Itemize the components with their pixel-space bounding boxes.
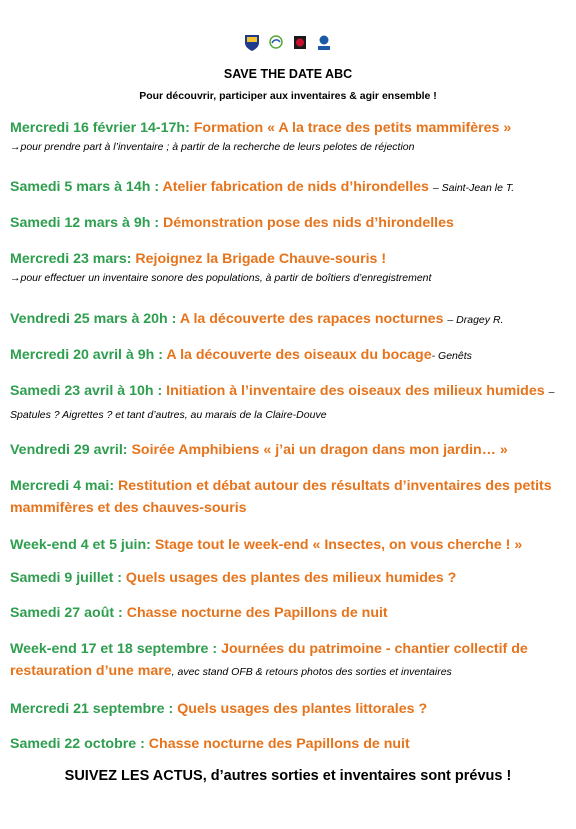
arrow-right-icon: → xyxy=(10,272,21,284)
event-location: , avec stand OFB & retours photos des sorties et inventaires xyxy=(171,666,452,678)
event-activity: Chasse nocturne des Papillons de nuit xyxy=(148,736,410,752)
event-date: Samedi 5 mars à 14h : xyxy=(10,179,160,195)
event-date: Vendredi 29 avril: xyxy=(10,442,128,458)
event-date: Samedi 23 avril à 10h : xyxy=(10,383,163,399)
event-activity: Quels usages des plantes des milieux humides ? xyxy=(125,570,457,586)
event-activity: Stage tout le week-end « Insectes, on vous cherche ! » xyxy=(154,537,523,553)
shield-crest-icon xyxy=(244,34,260,52)
event-item xyxy=(10,212,570,234)
partner-logos xyxy=(0,34,576,52)
green-swirl-icon xyxy=(268,34,284,52)
event-activity: Soirée Amphibiens « j’ai un dragon dans mon jardin… » xyxy=(131,442,508,458)
event-item xyxy=(10,117,570,155)
event-item xyxy=(10,248,570,286)
event-item xyxy=(10,439,570,461)
event-date: Mercredi 16 février 14-17h: xyxy=(10,120,190,136)
event-item xyxy=(10,176,570,199)
event-item xyxy=(10,308,570,331)
event-location: – Saint-Jean le T. xyxy=(432,182,515,194)
event-item xyxy=(10,344,570,367)
event-item xyxy=(10,638,570,683)
event-date: Samedi 12 mars à 9h : xyxy=(10,215,160,231)
event-item xyxy=(10,380,570,426)
event-activity: Formation « A la trace des petits mammifères » xyxy=(193,120,512,136)
event-activity: Initiation à l’inventaire des oiseaux des milieux humides xyxy=(166,383,545,399)
footer-call-to-action: SUIVEZ LES ACTUS, d’autres sorties et inventaires sont prévus ! xyxy=(64,768,512,784)
event-date: Samedi 27 août : xyxy=(10,605,123,621)
event-date: Week-end 17 et 18 septembre : xyxy=(10,641,218,657)
event-location: – Dragey R. xyxy=(447,314,504,326)
event-activity: Restitution et débat autour des résultats d’inventaires des petits mammifères et des chauves-souris xyxy=(10,478,552,516)
event-date: Samedi 22 octobre : xyxy=(10,736,145,752)
event-note: →pour prendre part à l’inventaire ; à partir de la recherche de leurs pelotes de réjection xyxy=(10,141,415,153)
event-activity: Chasse nocturne des Papillons de nuit xyxy=(126,605,388,621)
event-activity: Démonstration pose des nids d’hirondelles xyxy=(163,215,454,231)
event-item xyxy=(10,567,570,589)
page-title: SAVE THE DATE ABC xyxy=(223,67,353,81)
event-activity: Rejoignez la Brigade Chauve-souris ! xyxy=(135,251,387,267)
event-item xyxy=(10,475,570,519)
arrow-right-icon: → xyxy=(10,141,21,153)
event-date: Mercredi 23 mars: xyxy=(10,251,132,267)
event-location: – Spatules ? Aigrettes ? et tant d’autres, au marais de la Claire-Douve xyxy=(10,386,555,421)
ofb-icon xyxy=(316,34,332,52)
page-subtitle: Pour découvrir, participer aux inventaires & agir ensemble ! xyxy=(139,90,437,102)
event-date: Week-end 4 et 5 juin: xyxy=(10,537,151,553)
event-note: →pour effectuer un inventaire sonore des populations, à partir de boîtiers d’enregistrement xyxy=(10,272,432,284)
event-activity: A la découverte des oiseaux du bocage xyxy=(166,347,432,363)
red-square-icon xyxy=(292,34,308,52)
event-item xyxy=(10,602,570,624)
event-date: Mercredi 21 septembre : xyxy=(10,701,174,717)
event-date: Mercredi 20 avril à 9h : xyxy=(10,347,163,363)
event-date: Vendredi 25 mars à 20h : xyxy=(10,311,177,327)
event-activity: A la découverte des rapaces nocturnes xyxy=(179,311,444,327)
event-activity: Atelier fabrication de nids d’hirondelles xyxy=(162,179,429,195)
event-item xyxy=(10,698,570,720)
event-date: Samedi 9 juillet : xyxy=(10,570,122,586)
event-item xyxy=(10,733,570,755)
event-activity: Quels usages des plantes littorales ? xyxy=(177,701,428,717)
event-location: - Genêts xyxy=(431,350,472,362)
event-date: Mercredi 4 mai: xyxy=(10,478,115,494)
event-activity: Journées du patrimoine - chantier collectif de restauration d’une mare xyxy=(10,641,528,679)
event-item xyxy=(10,534,570,556)
